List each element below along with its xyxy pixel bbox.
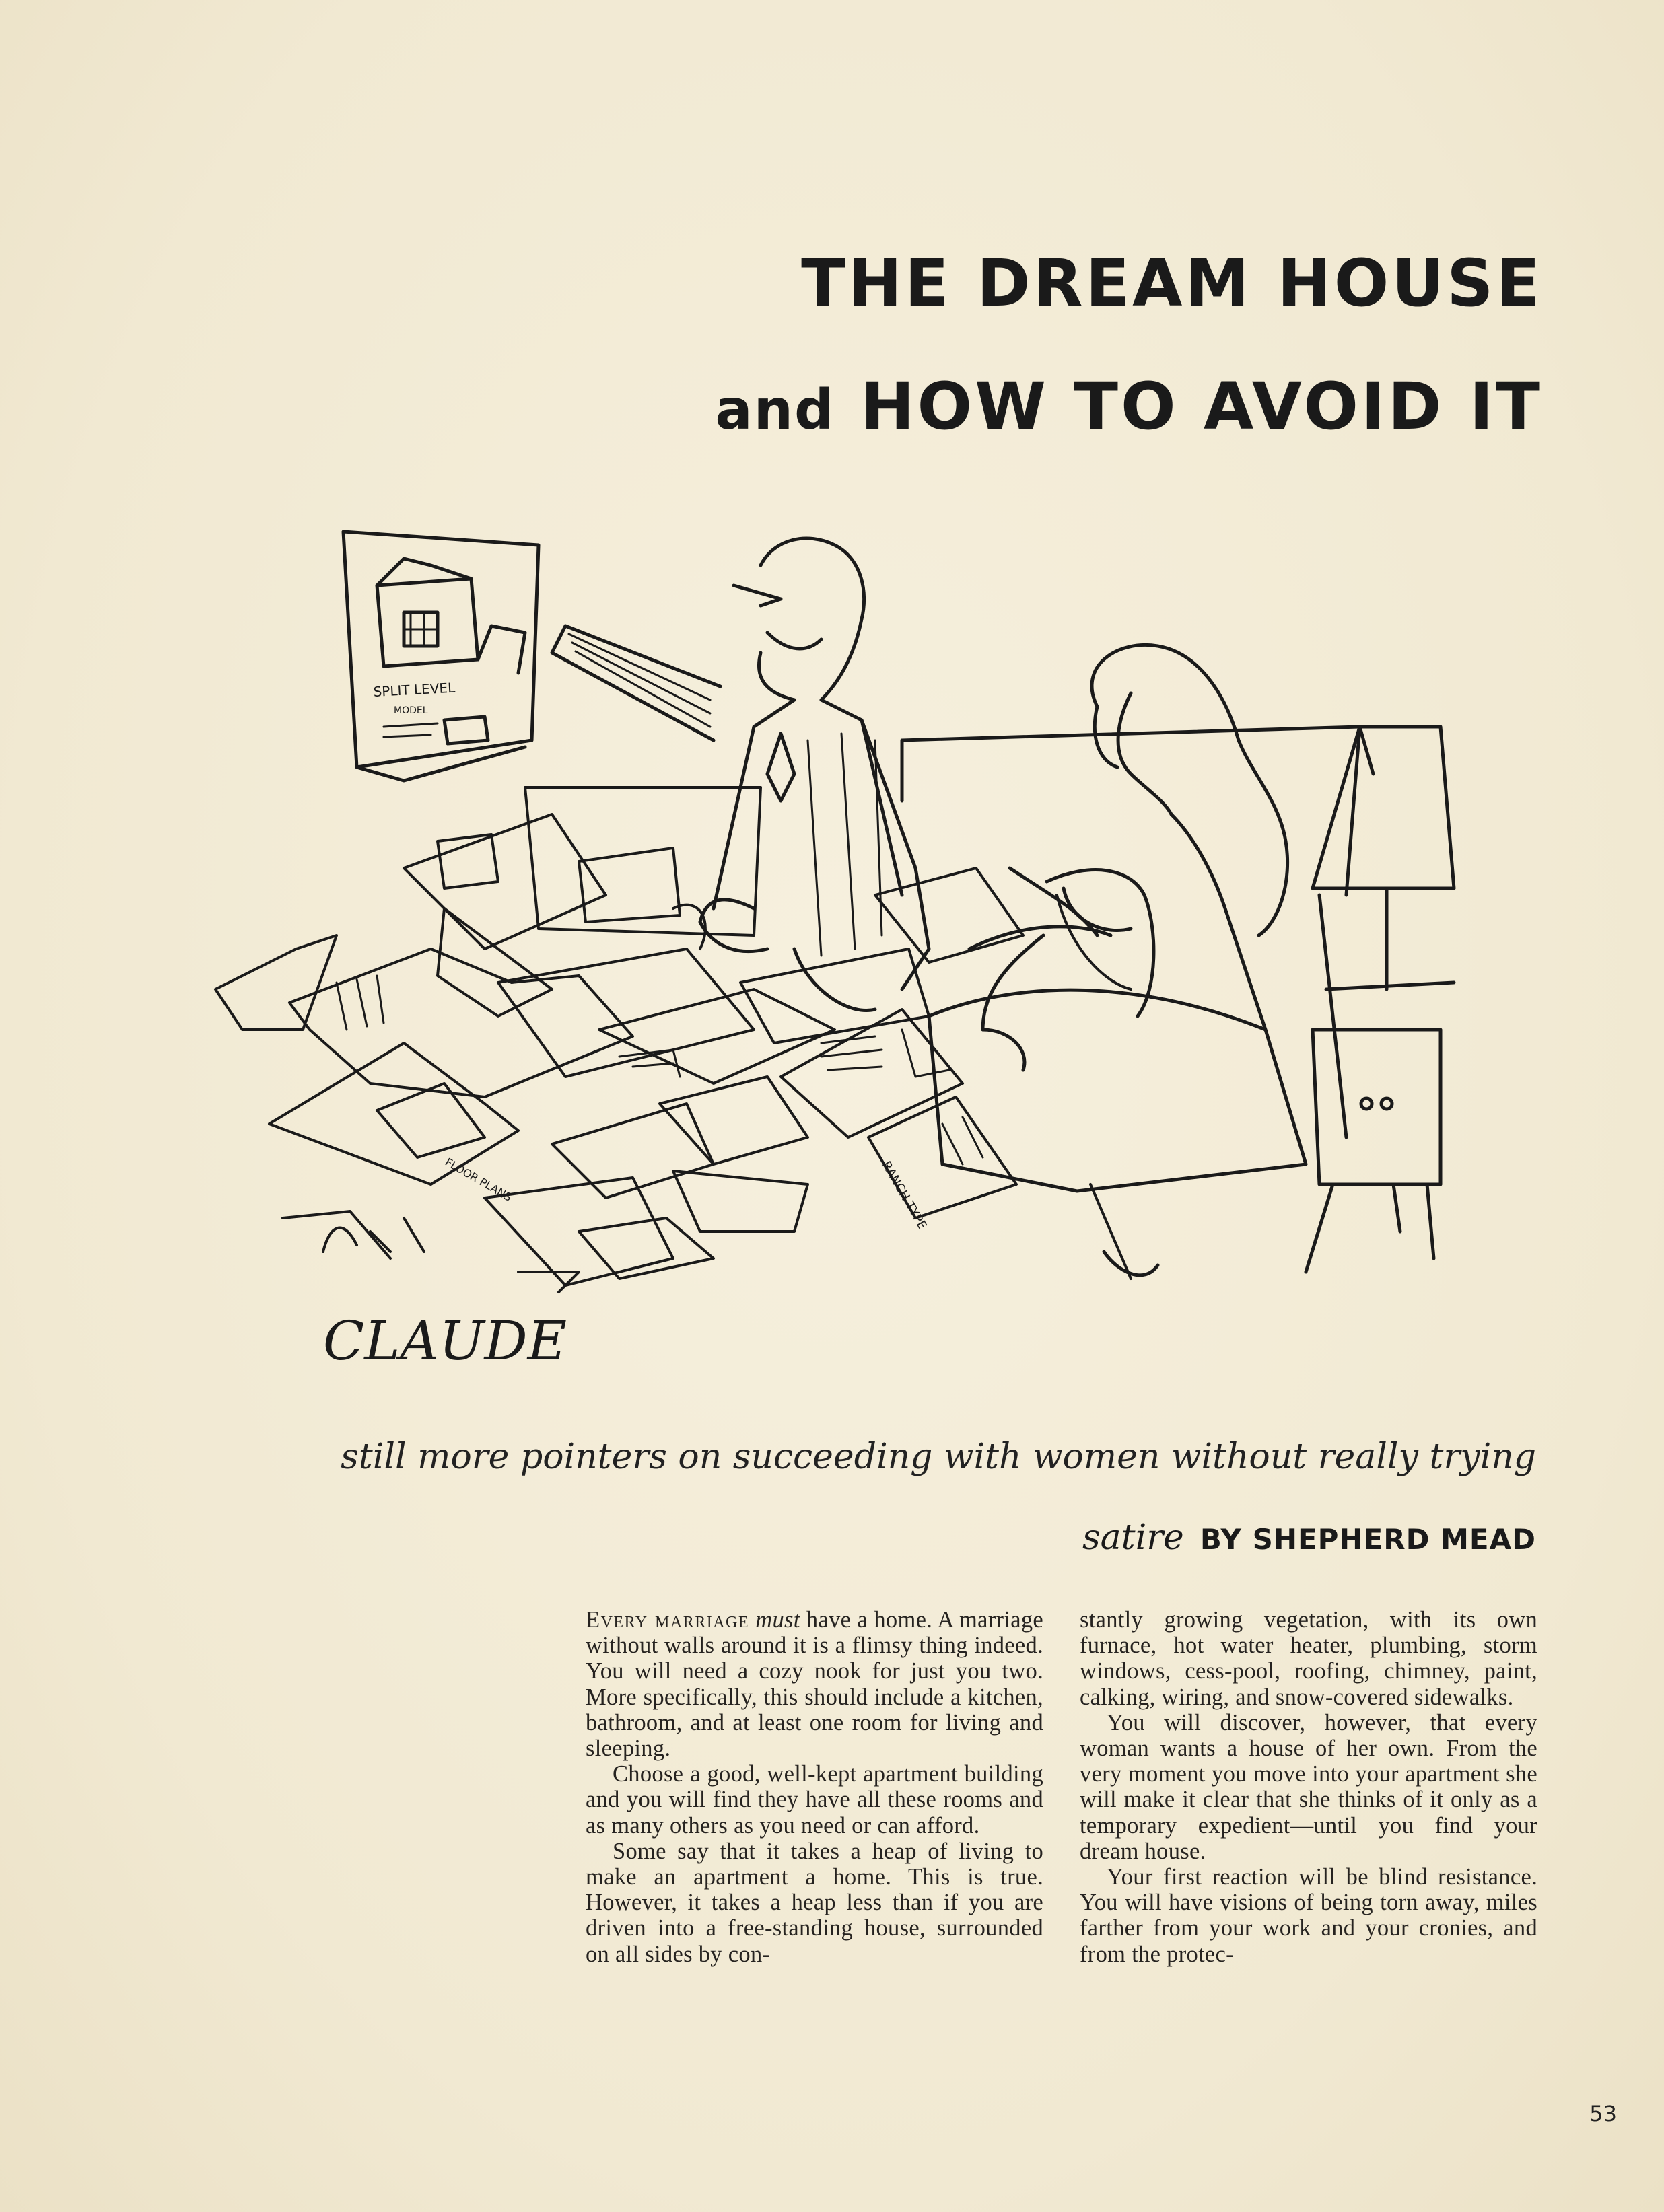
lead-caps: Every marriage bbox=[586, 1607, 750, 1633]
scattered-papers bbox=[215, 787, 1023, 1292]
article-column-2 bbox=[1080, 1607, 1537, 1967]
paragraph: Choose a good, well-kept apartment building and you will find they have all these rooms and as many others as you need or can afford. bbox=[586, 1761, 1043, 1839]
byline-genre: satire bbox=[1082, 1518, 1184, 1558]
paragraph-text: have a home. A marriage without walls around it is a flimsy thing indeed. You will need a cozy nook for just you two. More specifically, this should include a kitchen, bathroom, and at least one room for living and sleeping. bbox=[586, 1607, 1043, 1762]
ranch-type-label: RANCH TYPE bbox=[878, 1159, 930, 1232]
paragraph: You will discover, however, that every woman wants a house of her own. From the very moment you move into your apartment she will make it clear that she thinks of it only as a temporary expedient—until you find your dream house. bbox=[1080, 1709, 1537, 1864]
model-label: MODEL bbox=[394, 705, 428, 716]
paragraph: Some say that it takes a heap of living to make an apartment a home. This is true. However, it takes a heap less than if you are driven into a free-standing house, surrounded on all sides by con- bbox=[586, 1838, 1043, 1967]
artist-signature: CLAUDE bbox=[323, 1310, 567, 1372]
title-main: HOW TO AVOID IT bbox=[860, 369, 1543, 444]
lead-emphasis: must bbox=[755, 1607, 800, 1633]
lamp-nightstand bbox=[1306, 727, 1454, 1272]
page-number: 53 bbox=[1589, 2101, 1617, 2127]
byline-author: BY SHEPHERD MEAD bbox=[1200, 1523, 1536, 1556]
title-line-2 bbox=[715, 369, 1543, 444]
title-and: and bbox=[715, 378, 835, 442]
paragraph: stantly growing vegetation, with its own furnace, hot water heater, plumbing, storm windows, cess-pool, roofing, chimney, paint, calking, wiring, and snow-covered sidewalks. bbox=[1080, 1607, 1537, 1710]
paragraph: Your first reaction will be blind resistance. You will have visions of being torn away, miles farther from your work and your cronies, and from the protec- bbox=[1080, 1864, 1537, 1967]
title-line-1: THE DREAM HOUSE bbox=[801, 246, 1543, 321]
man-figure bbox=[552, 538, 929, 1011]
paragraph bbox=[586, 1607, 1043, 1761]
byline bbox=[1082, 1518, 1536, 1558]
held-magazine bbox=[343, 532, 539, 781]
illustration-lettering bbox=[323, 680, 930, 1372]
cartoon-illustration bbox=[202, 518, 1467, 1393]
split-level-label: SPLIT LEVEL bbox=[373, 679, 456, 700]
article-subtitle: still more pointers on succeeding with women without really trying bbox=[341, 1437, 1536, 1477]
floor-plans-label: FLOOR PLANS bbox=[443, 1155, 514, 1204]
article-column-1 bbox=[586, 1607, 1043, 1967]
